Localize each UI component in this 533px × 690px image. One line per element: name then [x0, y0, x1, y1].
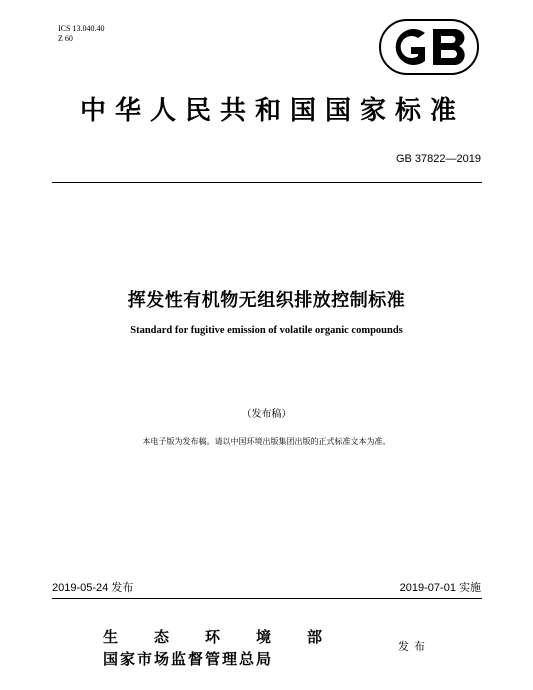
publish-label: 发布: [398, 640, 430, 653]
standard-number: GB 37822—2019: [395, 153, 481, 165]
national-standard-title: 中华人民共和国国家标准: [79, 96, 465, 126]
standard-title-chinese: 挥发性有机物无组织排放控制标准: [127, 290, 406, 311]
standard-title-english: Standard for fugitive emission of volatile organic compounds: [130, 325, 403, 336]
classification-codes: [58, 24, 104, 44]
release-draft-label: （发布稿）: [241, 409, 292, 420]
gb-logo: [379, 19, 479, 75]
ccs-code: Z 60: [58, 34, 73, 43]
issuer-administration: 国家市场监督管理总局: [103, 650, 274, 668]
issuer-ministry: 生态环境部: [103, 628, 359, 646]
issue-date: 2019-05-24 发布: [52, 582, 134, 594]
footer-divider: [52, 598, 482, 599]
electronic-version-notice: 本电子版为发布稿。请以中国环境出版集团出版的正式标准文本为准。: [142, 437, 391, 446]
ics-code: ICS 13.040.40: [58, 24, 105, 33]
header-divider: [52, 182, 482, 183]
implementation-date: 2019-07-01 实施: [399, 582, 481, 594]
